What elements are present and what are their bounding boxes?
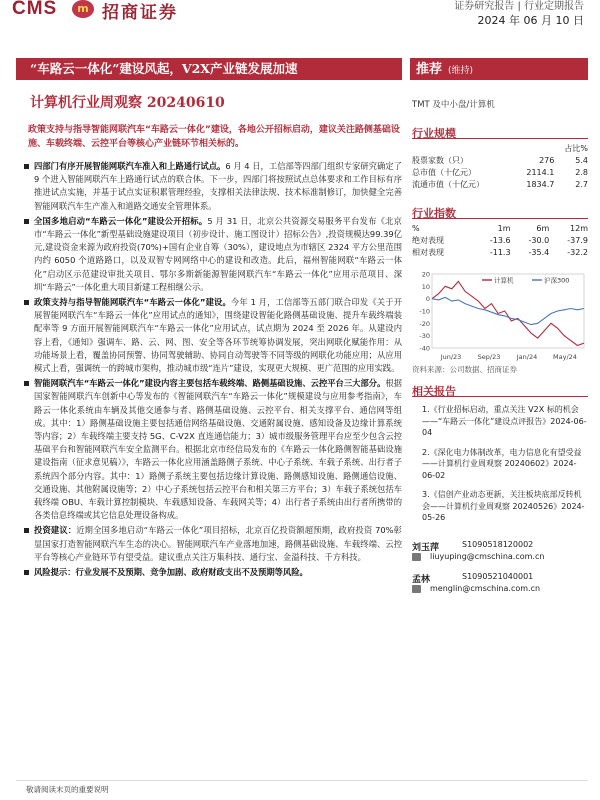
y-tick-label: -40 (419, 344, 430, 353)
table-row (412, 166, 588, 178)
table-cell: -11.3 (489, 247, 511, 257)
table-cell: -32.2 (567, 247, 588, 257)
y-tick-label: -20 (419, 319, 430, 328)
analyst-id: S1090521040001 (462, 572, 534, 581)
logo-text-cn: 招商证券 (102, 3, 178, 23)
analyst-email[interactable]: menglin@cmschina.com.cn (430, 584, 541, 593)
paragraph-text: 5 月 31 日，北京公共资源交易服务平台发布《北京市“车路云一体化”新型基础设施建设项目（初步设计、施工图设计）招标公告》,投资规模达99.39亿元,建设资金来源为政府投资(70%)+国有企业自筹（30%），建设地点为市辖区 2324 平方公里范围内约 6050 个道路路口，以及双智专网网络中心的建设和改造。此后，福州智能网联“车路云一体化”启动区示范建设审批关项目、鄂尔多斯新能源智能网联汽车“车路云一体化”应用示范项目、深圳“车路云”一体化重大项目新建工程相继公示。 (34, 215, 402, 292)
index-chart (412, 262, 588, 362)
x-tick-label: Jun/23 (440, 353, 462, 361)
industry-scale-title: 行业规模 (412, 127, 456, 140)
paragraph-lead: 政策支持与指导智能网联汽车“车路云一体化”建设。 (34, 297, 231, 308)
rating-band (410, 58, 588, 80)
x-tick-label: Sep/23 (477, 353, 501, 361)
industry-index-title: 行业指数 (412, 207, 456, 220)
analyst-email-row (412, 552, 588, 564)
table-col-header: 1m (497, 223, 511, 233)
email-icon (412, 585, 421, 593)
table-cell: 2.7 (575, 179, 588, 189)
table-row (412, 178, 588, 190)
y-tick-label: 20 (421, 270, 430, 279)
email-icon (412, 553, 421, 561)
table-cell: 总市值（十亿元） (412, 167, 476, 177)
table-header-row (412, 222, 588, 234)
series-line (432, 281, 584, 345)
table-cell: 5.4 (575, 155, 588, 165)
index-chart-svg (412, 262, 588, 362)
paragraph-lead: 智能网联汽车“车路云一体化”建设内容主要包括车载终端、路侧基础设施、云控平台三大部分。 (34, 378, 386, 389)
table-cell: 2.8 (575, 167, 588, 177)
paragraph-lead: 四部门有序开展智能网联汽车准入和上路通行试点。 (34, 161, 226, 171)
paragraph-text: 近期全国多地启动“车路云一体化”项目招标，北京百亿投资额超预期，政府投资 70%彰显国家打造智能网联汽车生态的决心。智能网联汽车产业落地加速，路侧基础设施、车载终端、云控平台等核心产业链环节有望受益。建议重点关注万集科技、通行宝、金溢科技、千方科技。 (34, 525, 402, 562)
rating: 推荐 (416, 62, 443, 77)
table-cell: 1834.7 (526, 179, 555, 189)
analyst-row (412, 540, 588, 552)
rating-note: (维持) (448, 66, 474, 76)
y-tick-label: -30 (419, 332, 430, 341)
industry-index-table (412, 222, 588, 258)
y-tick-label: 10 (421, 282, 430, 291)
body-text (24, 160, 402, 581)
paragraph-lead: 全国多地启动“车路云一体化”建设公开招标。 (34, 215, 208, 226)
table-cell: 流通市值（十亿元） (412, 179, 484, 189)
report-header-info (454, 0, 584, 28)
source-note: 资料来源：公司数据、招商证券 (412, 365, 517, 374)
paragraph (24, 215, 402, 294)
analyst-row (412, 572, 588, 584)
x-tick-label: Jan/24 (516, 353, 538, 361)
table-col-header: 6m (536, 223, 550, 233)
logo-text-en: CMS (12, 0, 58, 19)
table-col-header: % (412, 223, 420, 233)
footer-divider (16, 780, 588, 781)
legend-label: 计算机 (494, 276, 514, 285)
company-logo (12, 0, 212, 22)
analyst-email[interactable]: liuyuping@cmschina.com.cn (430, 552, 545, 561)
paragraph (24, 377, 402, 522)
analyst-id: S1090518120002 (462, 540, 534, 549)
industry-scale-table (412, 142, 588, 190)
paragraph (24, 296, 402, 375)
logo-mark-icon: m (72, 0, 94, 18)
table-cell: -13.6 (489, 235, 511, 245)
related-reports-header (412, 380, 588, 397)
paragraph (24, 160, 402, 213)
table-cell: 2114.1 (526, 167, 555, 177)
industry-scale-header (412, 122, 588, 139)
industry-index-header (412, 202, 588, 219)
paragraph-text: 今年 1 月，工信部等五部门联合印发《关于开展智能网联汽车“车路云一体化”应用试点的通知》，围绕建设智能化路侧基础设施、提升车载终端装配率等 9 方面开展智能网联汽车“车路云一体化”应用试点，试点期为 2024 至 2026 年。从建设内容上看，《通知》强调车、路、云、网、图、安全等各环节统筹协调发展，突出网联化赋能作用：从功能场景上看，覆盖协同预警、协同驾驶辅助、协同自动驾驶等不同等级的网联化功能应用；从应用模式上看，强调统一的跨城市架构，推动城市级“连片”建设，实现更大规模、更广范围的应用实践。 (34, 297, 402, 374)
report-subtitle: 计算机行业周观察 20240610 (30, 95, 225, 111)
table-cell: -35.4 (528, 247, 550, 257)
table-row (412, 154, 588, 166)
table-col-header: 占比% (564, 143, 588, 153)
analyst-name: 孟林 (412, 575, 431, 585)
related-reports-title: 相关报告 (412, 385, 456, 398)
sector-label: TMT 及中小盘/计算机 (412, 100, 495, 110)
table-cell: -30.0 (528, 235, 550, 245)
paragraph-text: 6 月 4 日，工信部等四部门组织专家研究确定了 9 个进入智能网联汽车上路通行试点的联合体。下一步，四部门将按照试点总体要求和工作目标有序推进试点实施，并基于试点实证积累管理经验，支撑相关法律法规、技术标准制修订，加快健全完善智能网联汽车生产准入和道路交通安全管理体系。 (34, 161, 402, 211)
headline: “车路云一体化”建设风起，V2X产业链发展加速 (30, 61, 298, 76)
legend-label: 沪深300 (544, 276, 570, 285)
paragraph-lead: 风险提示：行业发展不及预期、竞争加剧、政府财政支出不及预期等风险。 (34, 567, 308, 578)
related-report-item[interactable]: 2.《深化电力体制改革，电力信息化有望受益——计算机行业周观察 20240602》2024-06-02 (422, 447, 582, 480)
y-tick-label: -10 (419, 307, 430, 316)
report-date: 2024 年 06 月 10 日 (477, 14, 584, 27)
headline-band (16, 58, 402, 80)
table-row (412, 246, 588, 258)
related-report-item[interactable]: 3.《信创产业动态更新，关注板块底部反转机会——计算机行业周观察 20240526》2024-05-26 (422, 490, 585, 522)
footer-note: 敬请阅读末页的重要说明 (26, 785, 109, 794)
analyst-name: 刘玉萍 (412, 543, 440, 553)
paragraph-lead: 投资建议： (34, 525, 77, 536)
paragraph (24, 566, 402, 579)
table-row (412, 234, 588, 246)
analyst-list (412, 540, 588, 596)
analyst-email-row (412, 584, 588, 596)
report-type: 证券研究报告 | 行业定期报告 (454, 1, 584, 12)
table-cell: 276 (539, 155, 555, 165)
paragraph-text: 根据国家智能网联汽车创新中心等发布的《智能网联汽车“车路云一体化”规模建设与应用参考指南》，车路云一体化系统由车辆及其他交通参与者、路侧基础设施、云控平台、相关支撑平台、通信网等组成。其中：1）路侧基础设施主要包括通信网络基础设施、交通附属设施、感知设备及边缘计算系统等内容；2）车载终端主要支持 5G、C-V2X 直连通信能力；3）城市级服务管理平台应至少包含云控基础平台和智能网联汽车安全监测平台。根据北京市经信局发布的《车路云一体化路侧智能基础设施建设指南（征求意见稿）》，车路云一体化应用涵盖路侧子系统、中心子系统、车载子系统、出行者子系统四个部分内容。其中：1）路侧子系统主要包括边缘计算设施、路侧感知设施、路侧通信设施、交通设施、其他附属设施等；2）中心子系统包括云控平台和相关第三方平台；3）车载子系统包括车载终端 OBU、车载计算控制模块、车载感知设备、车载网关等；4）出行者子系统由出行者所携带的各类信息终端或其它信息处理设备构成。 (34, 378, 402, 521)
related-report-item[interactable]: 1.《行业招标启动，重点关注 V2X 标的机会——“车路云一体化”建设点评报告》2024-06-04 (422, 405, 587, 437)
table-cell: -37.9 (567, 235, 588, 245)
y-tick-label: 0 (425, 295, 430, 304)
series-line (432, 297, 584, 324)
paragraph (24, 524, 402, 564)
x-tick-label: May/24 (553, 353, 577, 361)
table-cell: 相对表现 (412, 247, 444, 257)
table-col-header: 12m (570, 223, 588, 233)
table-cell: 股票家数（只） (412, 155, 468, 165)
related-reports-list (412, 404, 588, 532)
summary-text: 政策支持与指导智能网联汽车“车路云一体化”建设，各地公开招标启动，建议关注路侧基础设施、车载终端、云控平台等核心产业链环节相关标的。 (28, 125, 400, 149)
table-cell: 绝对表现 (412, 235, 444, 245)
